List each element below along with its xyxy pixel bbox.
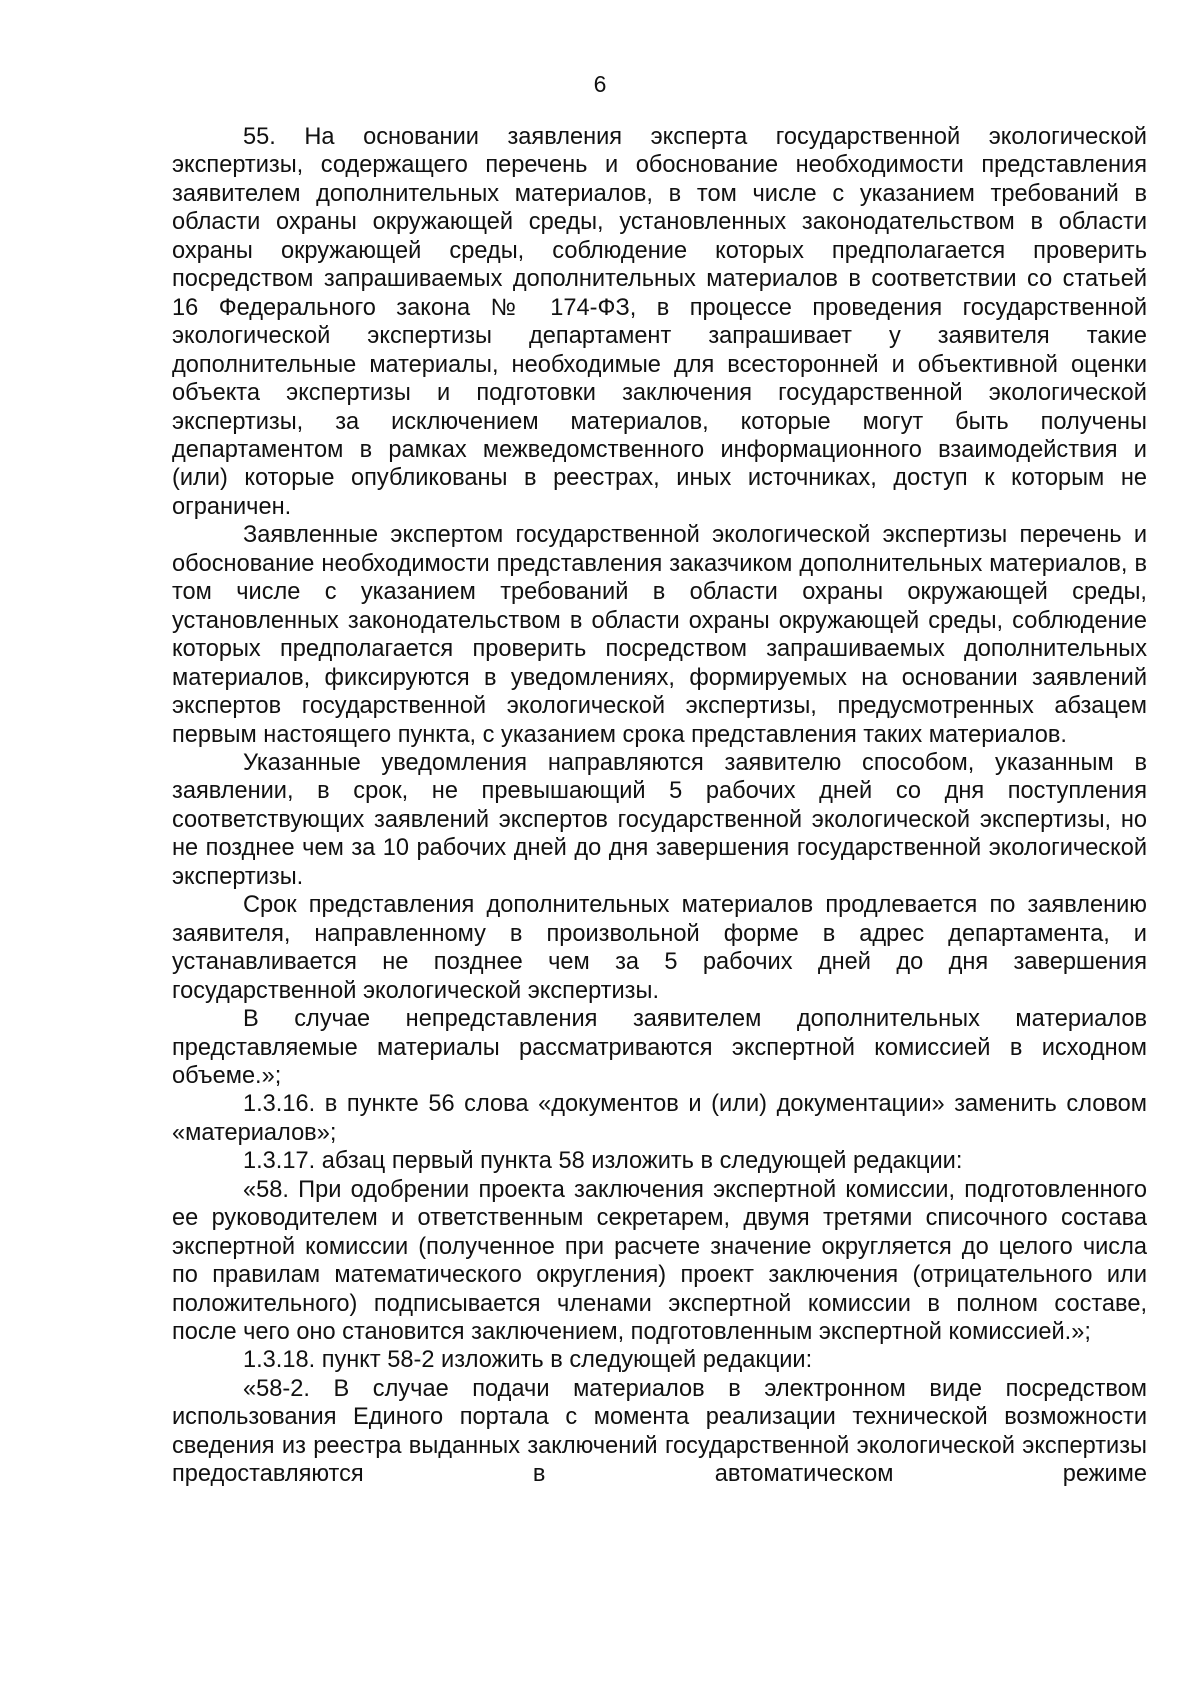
paragraph-58: «58. При одобрении проекта заключения экспертной комиссии, подготовленного ее руководителем и ответственным секретарем, двумя третями списочного состава экспертной комиссии (полученное при расчете значение округляется до целого числа по правилам математического округления) проект заключения (отрицательного или положительного) подписывается членами экспертной комиссии в полном составе, после чего оно становится заключением, подготовленным экспертной комиссией.»; (172, 1176, 1147, 1346)
page-number: 6 (593, 71, 607, 97)
paragraph-deadline-extension: Срок представления дополнительных материалов продлевается по заявлению заявителя, направленному в произвольной форме в адрес департамента, и устанавливается не позднее чем за 5 рабочих дней до дня завершения государственной экологической экспертизы. (172, 892, 1147, 1004)
paragraph-declared-list: Заявленные экспертом государственной экологической экспертизы перечень и обоснование необходимости представления заказчиком дополнительных материалов, в том числе с указанием требований в области охраны окружающей среды, установленных законодательством в области охраны окружающей среды, соблюдение которых предполагается проверить посредством запрашиваемых дополнительных материалов, фиксируются в уведомлениях, формируемых на основании заявлений экспертов государственной экологической экспертизы, предусмотренных абзацем первым настоящего пункта, с указанием срока представления таких материалов. (172, 522, 1147, 748)
paragraph-notifications: Указанные уведомления направляются заявителю способом, указанным в заявлении, в срок, не превышающий 5 рабочих дней со дня поступления соответствующих заявлений экспертов государственной экологической экспертизы, но не позднее чем за 10 рабочих дней до дня завершения государственной экологической экспертизы. (172, 749, 1147, 890)
document-body (172, 123, 1147, 1489)
paragraph-58-2: «58-2. В случае подачи материалов в электронном виде посредством использования Единого портала с момента реализации технической возможности сведения из реестра выданных заключений государственной экологической экспертизы предоставляются в автоматическом режиме (172, 1375, 1147, 1488)
paragraph-1-3-18: 1.3.18. пункт 58-2 изложить в следующей редакции: (243, 1347, 813, 1374)
paragraph-1-3-16: 1.3.16. в пункте 56 слова «документов и (или) документации» заменить словом «материалов»; (172, 1091, 1147, 1146)
paragraph-non-submission: В случае непредставления заявителем дополнительных материалов представляемые материалы рассматриваются экспертной комиссией в исходном объеме.»; (172, 1006, 1147, 1089)
paragraph-1-3-17: 1.3.17. абзац первый пункта 58 изложить в следующей редакции: (243, 1148, 963, 1175)
paragraph-55: 55. На основании заявления эксперта государственной экологической экспертизы, содержащего перечень и обоснование необходимости представления заявителем дополнительных материалов, в том числе с указанием требований в области охраны окружающей среды, установленных законодательством в области охраны окружающей среды, соблюдение которых предполагается проверить посредством запрашиваемых дополнительных материалов в соответствии со статьей 16 Федерального закона № 174-ФЗ, в процессе проведения государственной экологической экспертизы департамент запрашивает у заявителя такие дополнительные материалы, необходимые для всесторонней и объективной оценки объекта экспертизы и подготовки заключения государственной экологической экспертизы, за исключением материалов, которые могут быть получены департаментом в рамках межведомственного информационного взаимодействия и (или) которые опубликованы в реестрах, иных источниках, доступ к которым не ограничен. (172, 124, 1147, 520)
